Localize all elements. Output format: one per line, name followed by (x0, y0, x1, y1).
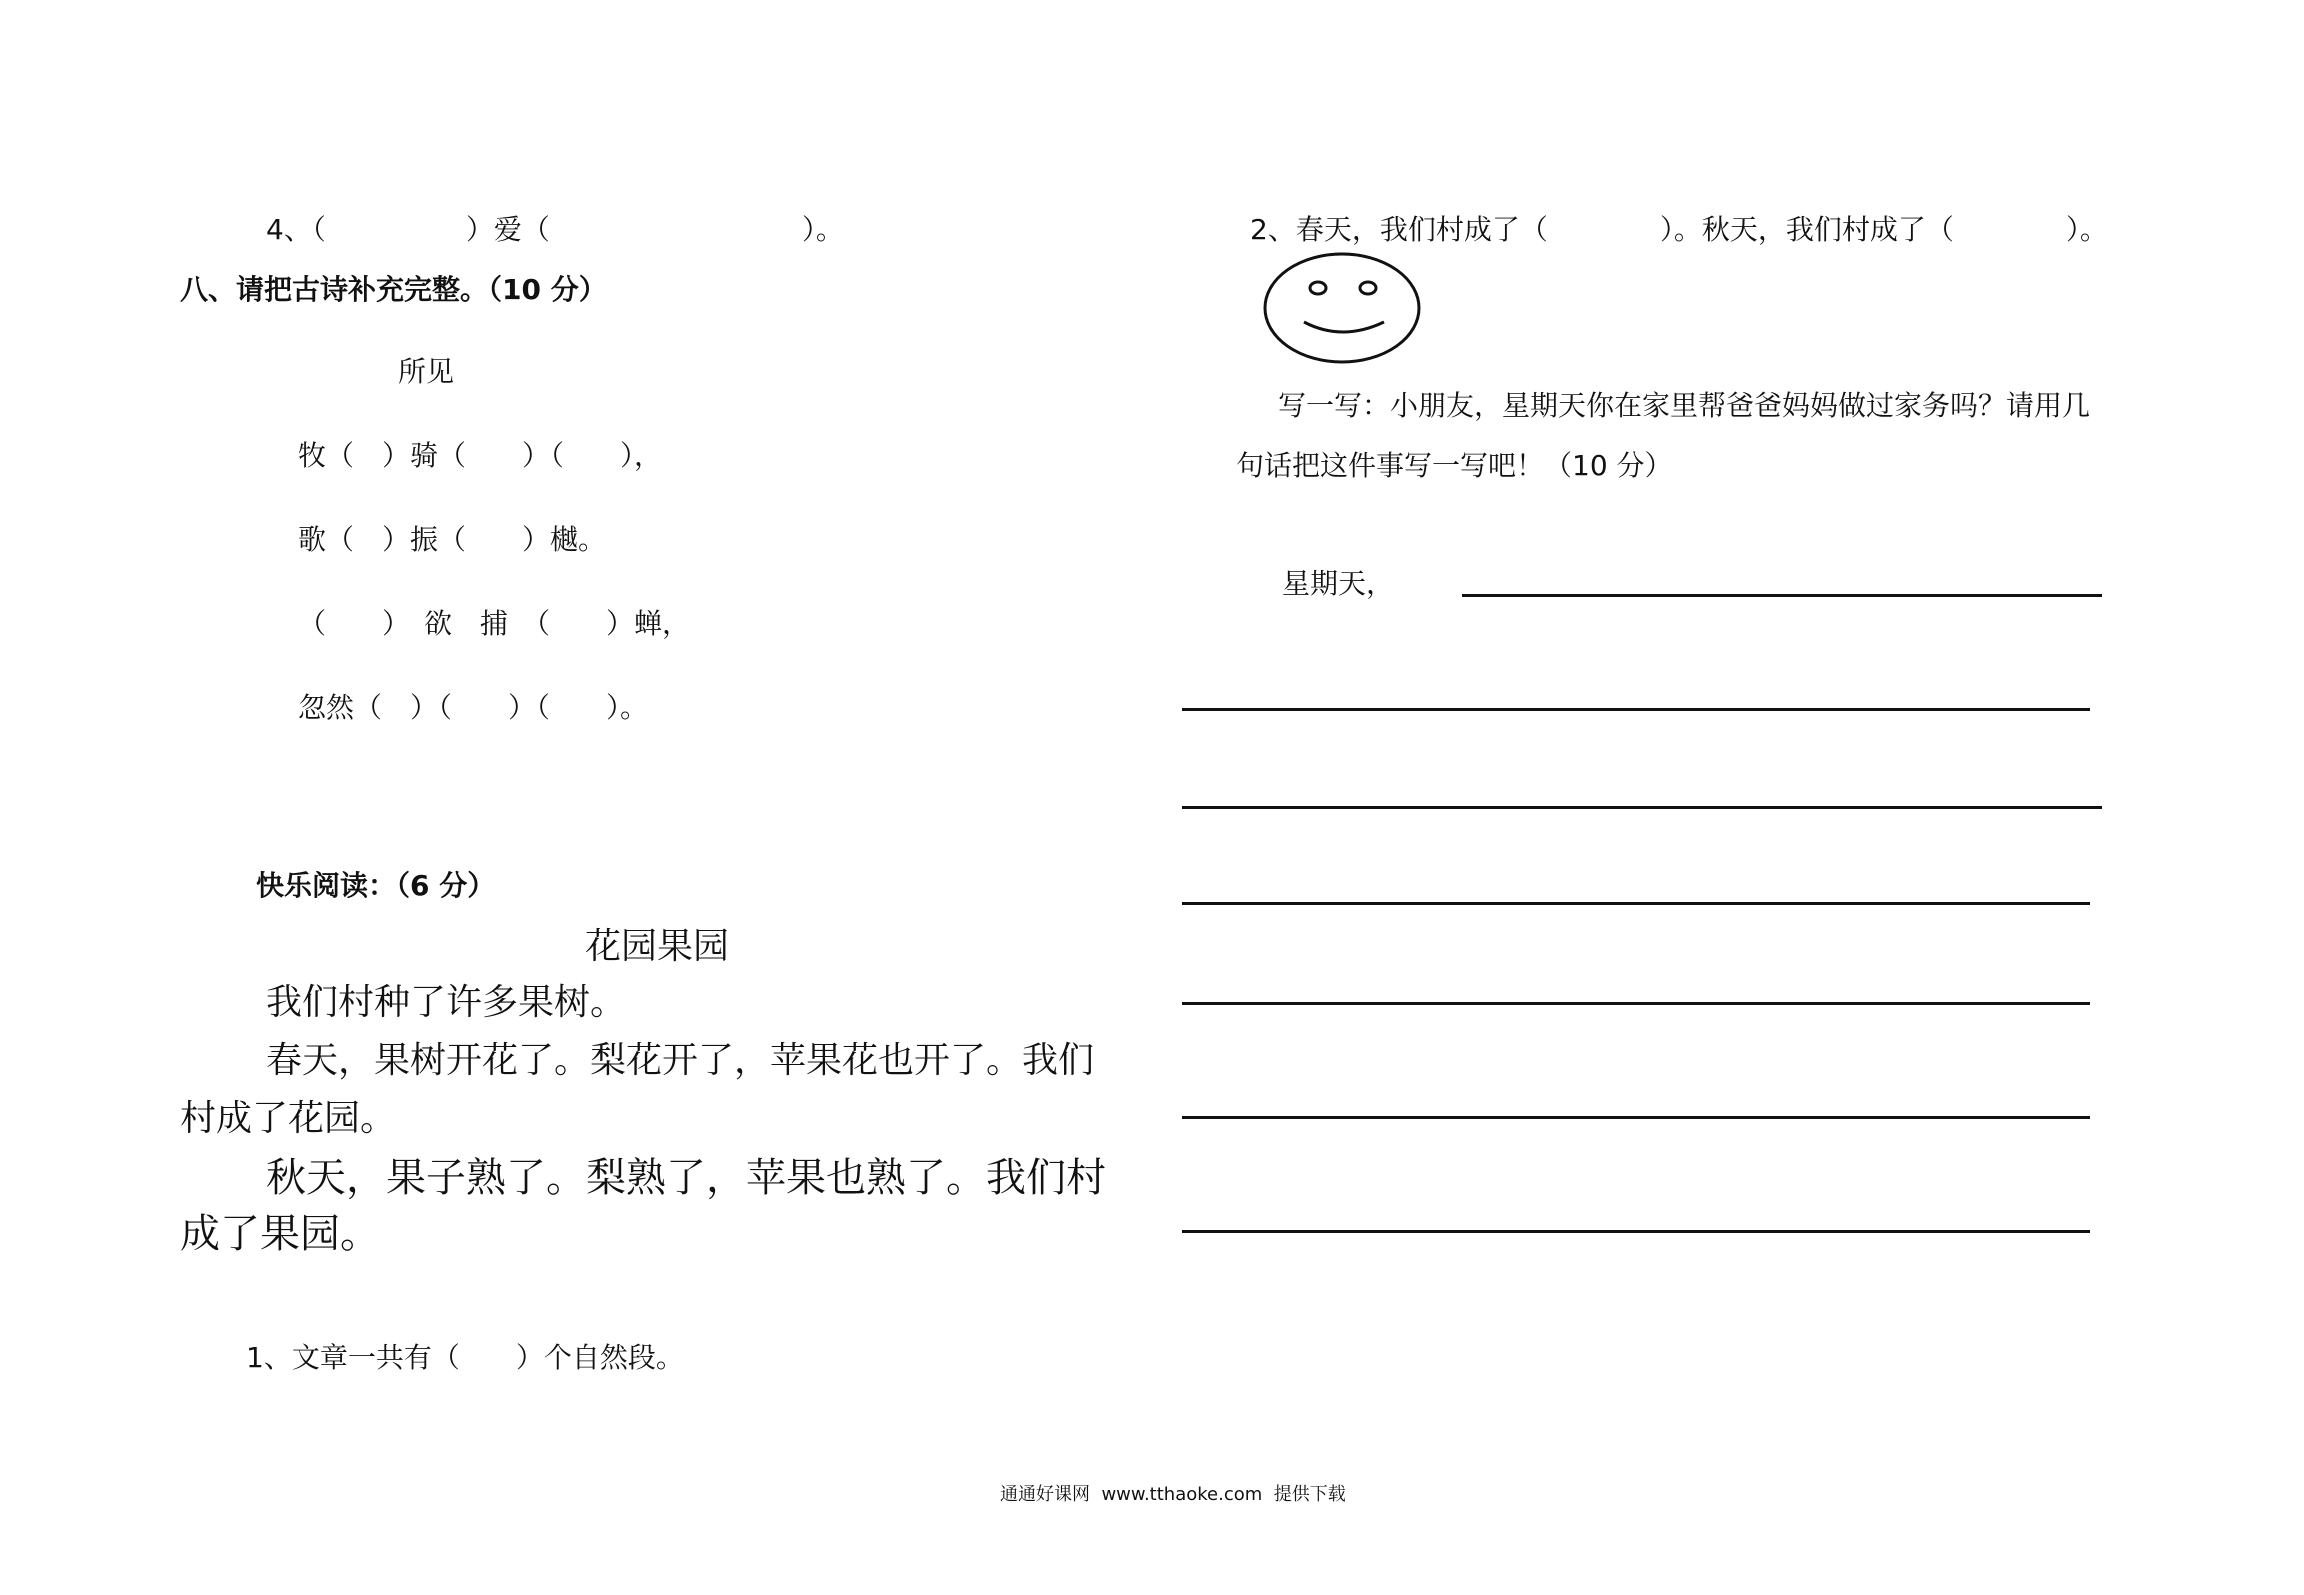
answer-line-4 (1182, 1002, 2090, 1005)
start-word: 星期天， (1282, 567, 1395, 600)
answer-line-5 (1182, 1116, 2090, 1119)
passage-paragraph-2-line-1: 春天，果树开花了。梨花开了，苹果花也开了。我们 (266, 1040, 1095, 1081)
poem-line-1: 牧（ ）骑（ ）（ ）， (298, 439, 663, 472)
answer-line-1 (1182, 708, 2090, 711)
question-1: 1、文章一共有（ ）个自然段。 (246, 1341, 684, 1374)
footer-credit: 通通好课网 www.tthaoke.com 提供下载 (1000, 1484, 1346, 1505)
reading-title: 快乐阅读：（6 分） (256, 869, 496, 902)
write-prompt-line-2: 句话把这件事写一写吧！（10 分） (1236, 449, 1673, 482)
answer-line-3 (1182, 902, 2090, 905)
write-prompt-line-1: 写一写：小朋友，星期天你在家里帮爸爸妈妈做过家务吗？请用几 (1278, 389, 2091, 422)
question-4: 4、（ ）爱（ ）。 (266, 213, 844, 246)
poem-title: 所见 (398, 355, 455, 388)
poem-line-2: 歌（ ）振（ ）樾。 (298, 523, 607, 556)
question-2: 2、春天，我们村成了（ ）。秋天，我们村成了（ ）。 (1250, 213, 2108, 246)
answer-line-6 (1182, 1230, 2090, 1233)
answer-line-0 (1462, 594, 2102, 597)
answer-line-2 (1182, 806, 2102, 809)
passage-title: 花园果园 (585, 926, 730, 967)
passage-paragraph-1: 我们村种了许多果树。 (266, 982, 627, 1023)
passage-paragraph-2-line-2: 村成了花园。 (180, 1098, 397, 1139)
poem-line-4: 忽然（ ）（ ）（ ）。 (298, 691, 649, 724)
passage-paragraph-3-line-1: 秋天，果子熟了。梨熟了，苹果也熟了。我们村 (266, 1155, 1106, 1201)
section-8-title: 八、请把古诗补充完整。（10 分） (180, 273, 607, 306)
passage-paragraph-3-line-2: 成了果园。 (180, 1211, 380, 1257)
poem-line-3: （ ） 欲 捕 （ ）蝉， (298, 607, 691, 640)
smiley-face-icon (1262, 250, 1422, 366)
